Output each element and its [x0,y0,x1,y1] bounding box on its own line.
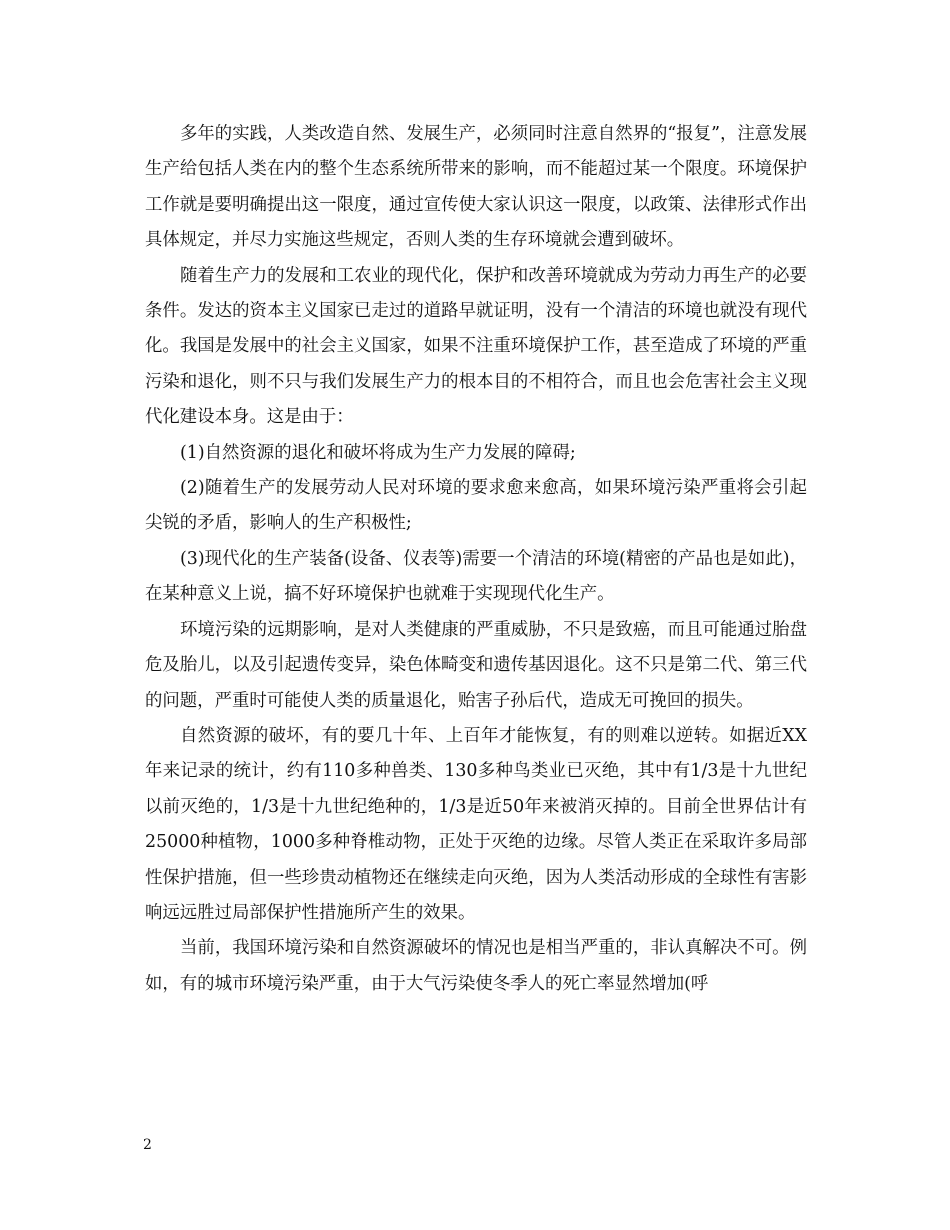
paragraph: (2)随着生产的发展劳动人民对环境的要求愈来愈高，如果环境污染严重将会引起尖锐的矛盾，影响人的生产积极性; [145,478,807,534]
paragraph: (3)现代化的生产装备(设备、仪表等)需要一个清洁的环境(精密的产品也是如此)，在某种意义上说，搞不好环境保护也就难于实现现代化生产。 [145,548,807,605]
paragraph: 多年的实践，人类改造自然、发展生产，必须同时注意自然界的“报复”，注意发展生产给包括人类在内的整个生态系统所带来的影响，而不能超过某一个限度。环境保护工作就是要明确提出这一限度，通过宣传使大家认识这一限度，以政策、法律形式作出具体规定，并尽力实施这些规定，否则人类的生存环境就会遭到破坏。 [145,124,807,251]
page-number: 2 [143,1137,152,1153]
paragraph: 环境污染的远期影响，是对人类健康的严重威胁，不只是致癌，而且可能通过胎盘危及胎儿，以及引起遗传变异，染色体畸变和遗传基因退化。这不只是第二代、第三代的问题，严重时可能使人类的质量退化，贻害子孙后代，造成无可挽回的损失。 [145,619,807,711]
paragraph: 自然资源的破坏，有的要几十年、上百年才能恢复，有的则难以逆转。如据近XX年来记录的统计，约有110多种兽类、130多种鸟类业已灭绝，其中有1/3是十九世纪以前灭绝的，1/3是十九世纪绝种的，1/3是近50年来被消灭掉的。目前全世界估计有25000种植物，1000多种脊椎动物，正处于灭绝的边缘。尽管人类正在采取许多局部性保护措施，但一些珍贵动植物还在继续走向灭绝，因为人类活动形成的全球性有害影响远远胜过局部保护性措施所产生的效果。 [145,725,807,923]
body-text [145,117,807,1002]
paragraph: 随着生产力的发展和工农业的现代化，保护和改善环境就成为劳动力再生产的必要条件。发达的资本主义国家已走过的道路早就证明，没有一个清洁的环境也就没有现代化。我国是发展中的社会主义国家，如果不注重环境保护工作，甚至造成了环境的严重污染和退化，则不只与我们发展生产力的根本目的不相符合，而且也会危害社会主义现代化建设本身。这是由于： [145,265,807,428]
paragraph: (1)自然资源的退化和破坏将成为生产力发展的障碍; [180,442,576,463]
paragraph: 当前，我国环境污染和自然资源破坏的情况也是相当严重的，非认真解决不可。例如，有的城市环境污染严重，由于大气污染使冬季人的死亡率显然增加(呼 [145,938,807,994]
